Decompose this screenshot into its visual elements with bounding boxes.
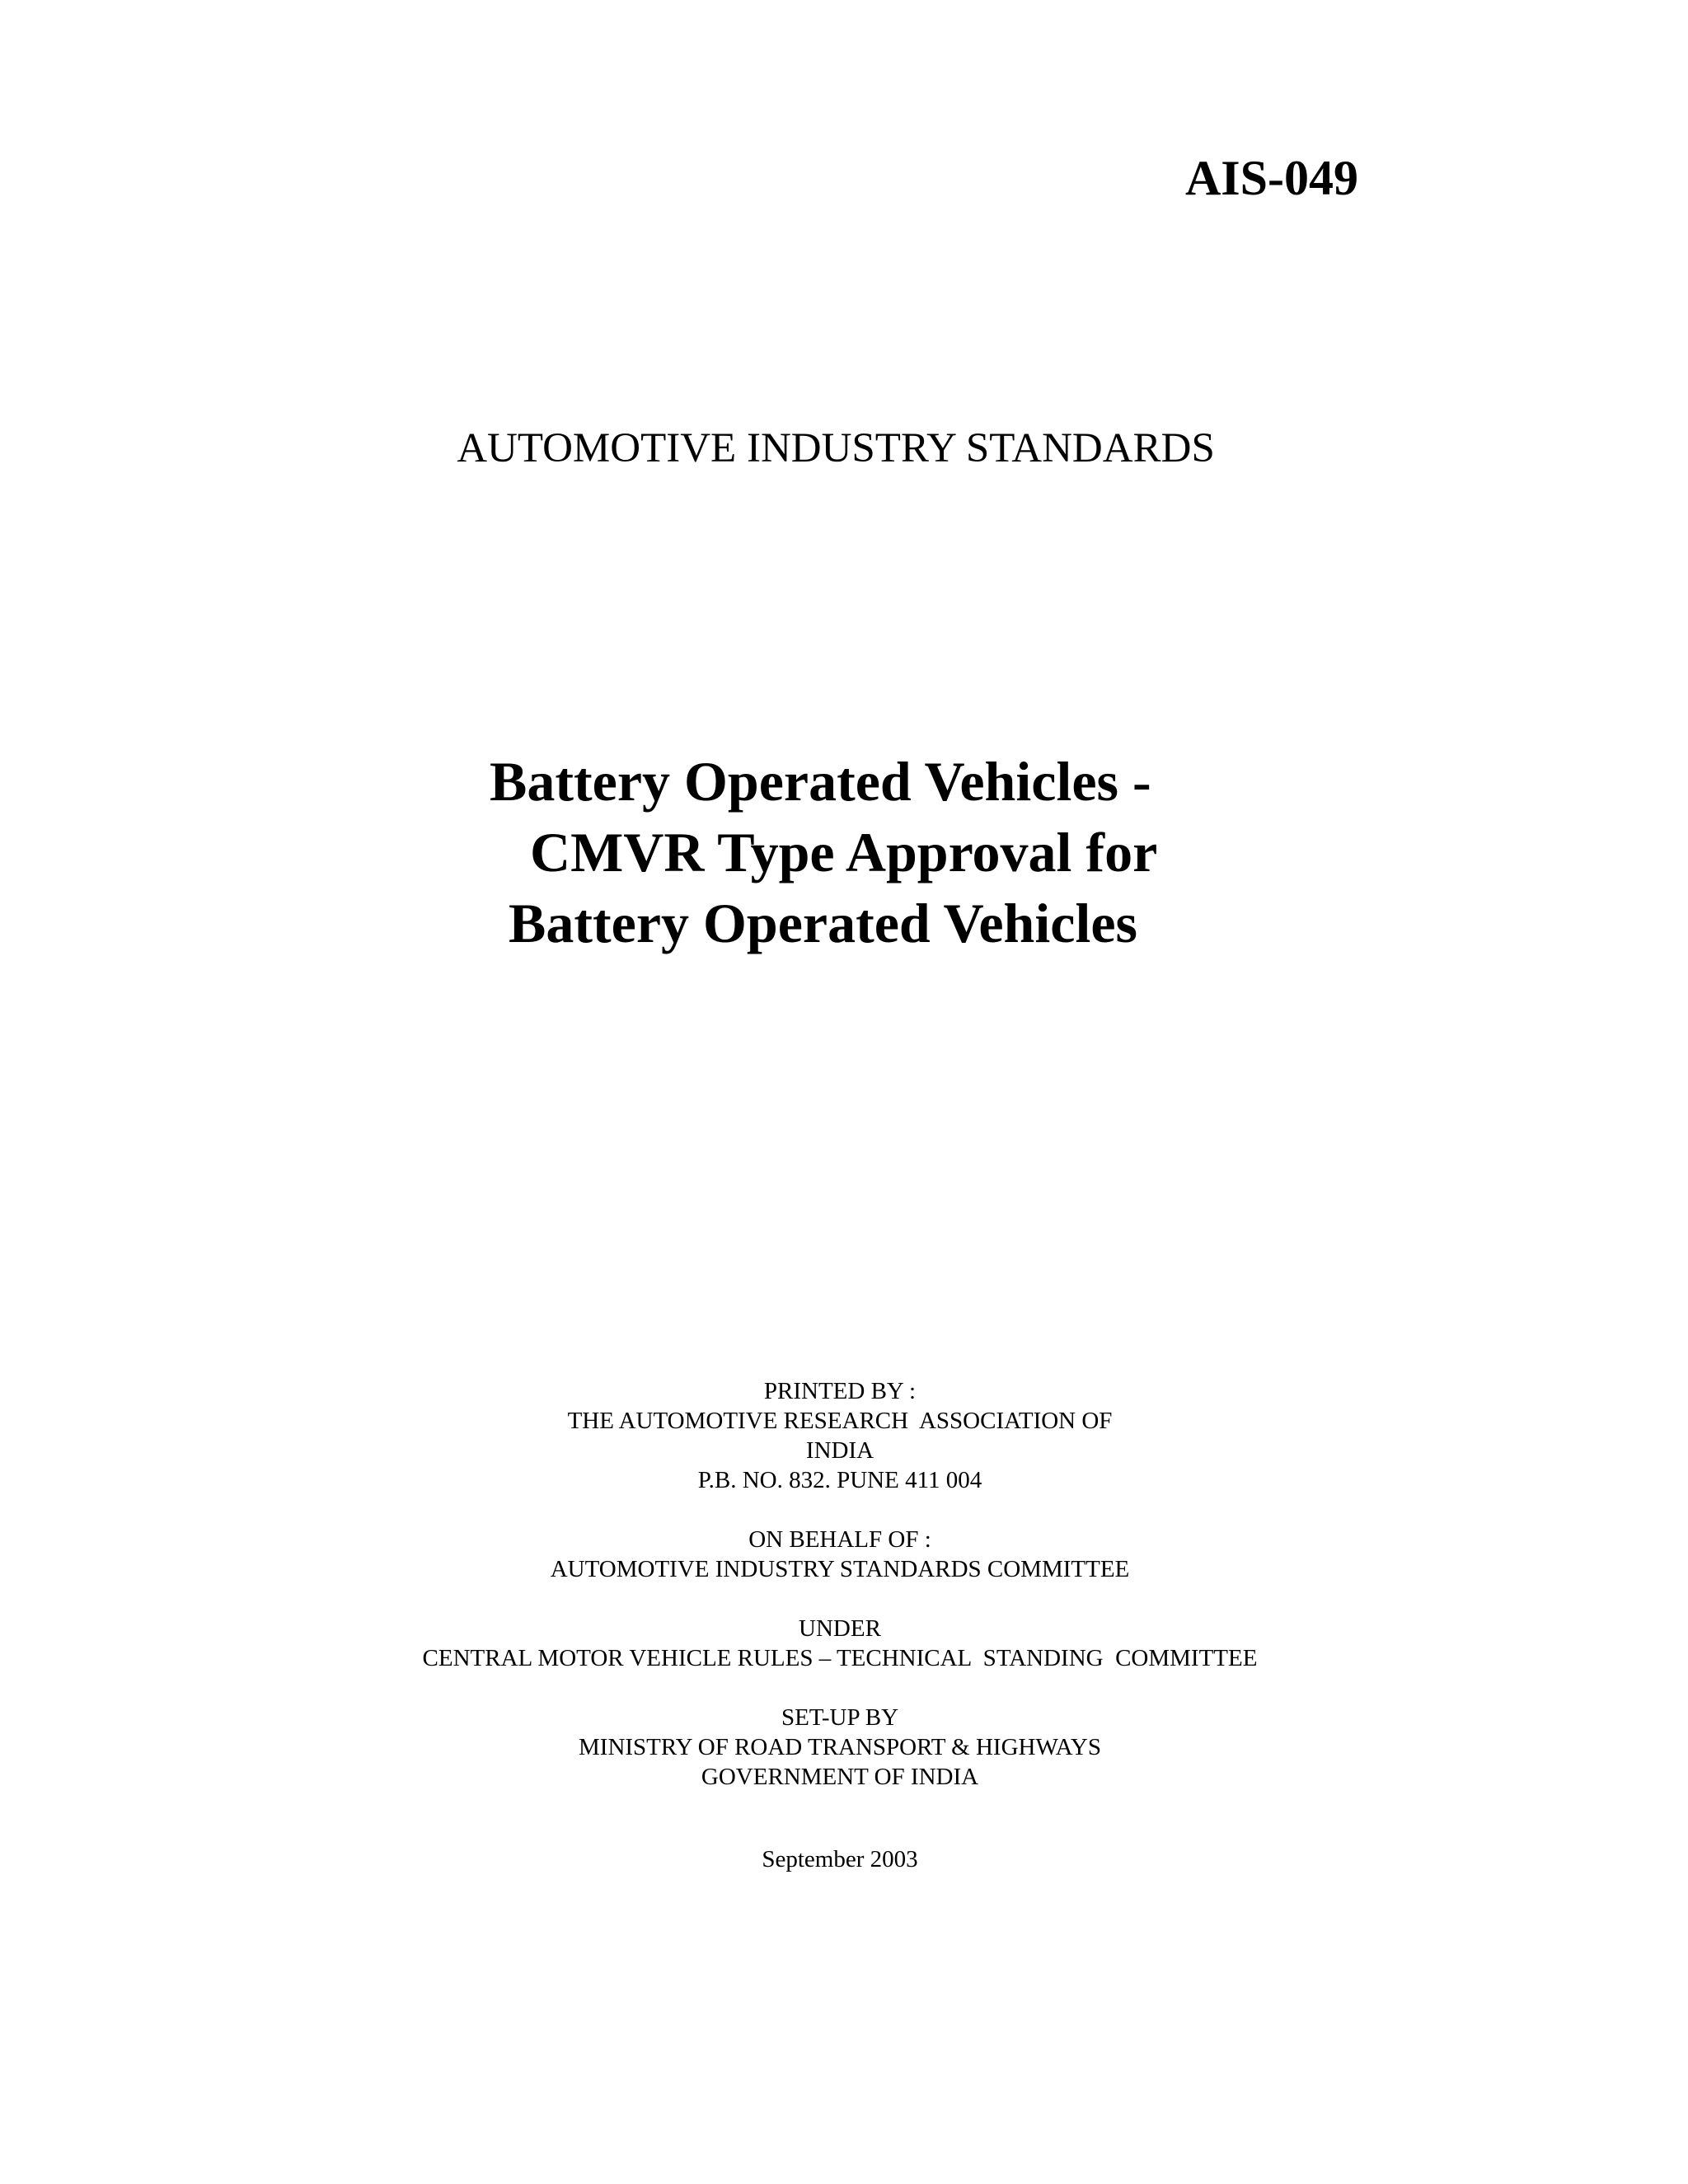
government-name: GOVERNMENT OF INDIA	[701, 1764, 979, 1790]
printer-address: P.B. NO. 832. PUNE 411 004	[697, 1467, 982, 1493]
printer-name-line-1: THE AUTOMOTIVE RESEARCH ASSOCIATION OF	[567, 1408, 1113, 1434]
title-line-2: CMVR Type Approval for	[530, 821, 1158, 883]
title-line-3: Battery Operated Vehicles	[509, 892, 1137, 954]
title-line-1: Battery Operated Vehicles -	[490, 750, 1151, 813]
set-up-by-block	[0, 1703, 1680, 1792]
set-up-by-label: SET-UP BY	[781, 1704, 899, 1731]
standing-committee-name: CENTRAL MOTOR VEHICLE RULES – TECHNICAL STANDING COMMITTEE	[422, 1645, 1258, 1671]
printed-by-block	[0, 1376, 1680, 1495]
document-title	[478, 746, 1236, 958]
printer-name-line-2: INDIA	[805, 1437, 874, 1464]
on-behalf-of-block	[0, 1525, 1680, 1584]
document-code: AIS-049	[1184, 151, 1358, 205]
under-label: UNDER	[799, 1615, 881, 1642]
publication-date: September 2003	[762, 1846, 918, 1872]
on-behalf-of-label: ON BEHALF OF :	[748, 1526, 931, 1553]
series-title: AUTOMOTIVE INDUSTRY STANDARDS	[457, 425, 1215, 471]
printed-by-label: PRINTED BY :	[763, 1378, 917, 1404]
ministry-name: MINISTRY OF ROAD TRANSPORT & HIGHWAYS	[579, 1734, 1101, 1760]
committee-name: AUTOMOTIVE INDUSTRY STANDARDS COMMITTEE	[550, 1556, 1130, 1582]
under-block	[0, 1614, 1680, 1673]
imprint-section	[0, 1376, 1688, 1821]
